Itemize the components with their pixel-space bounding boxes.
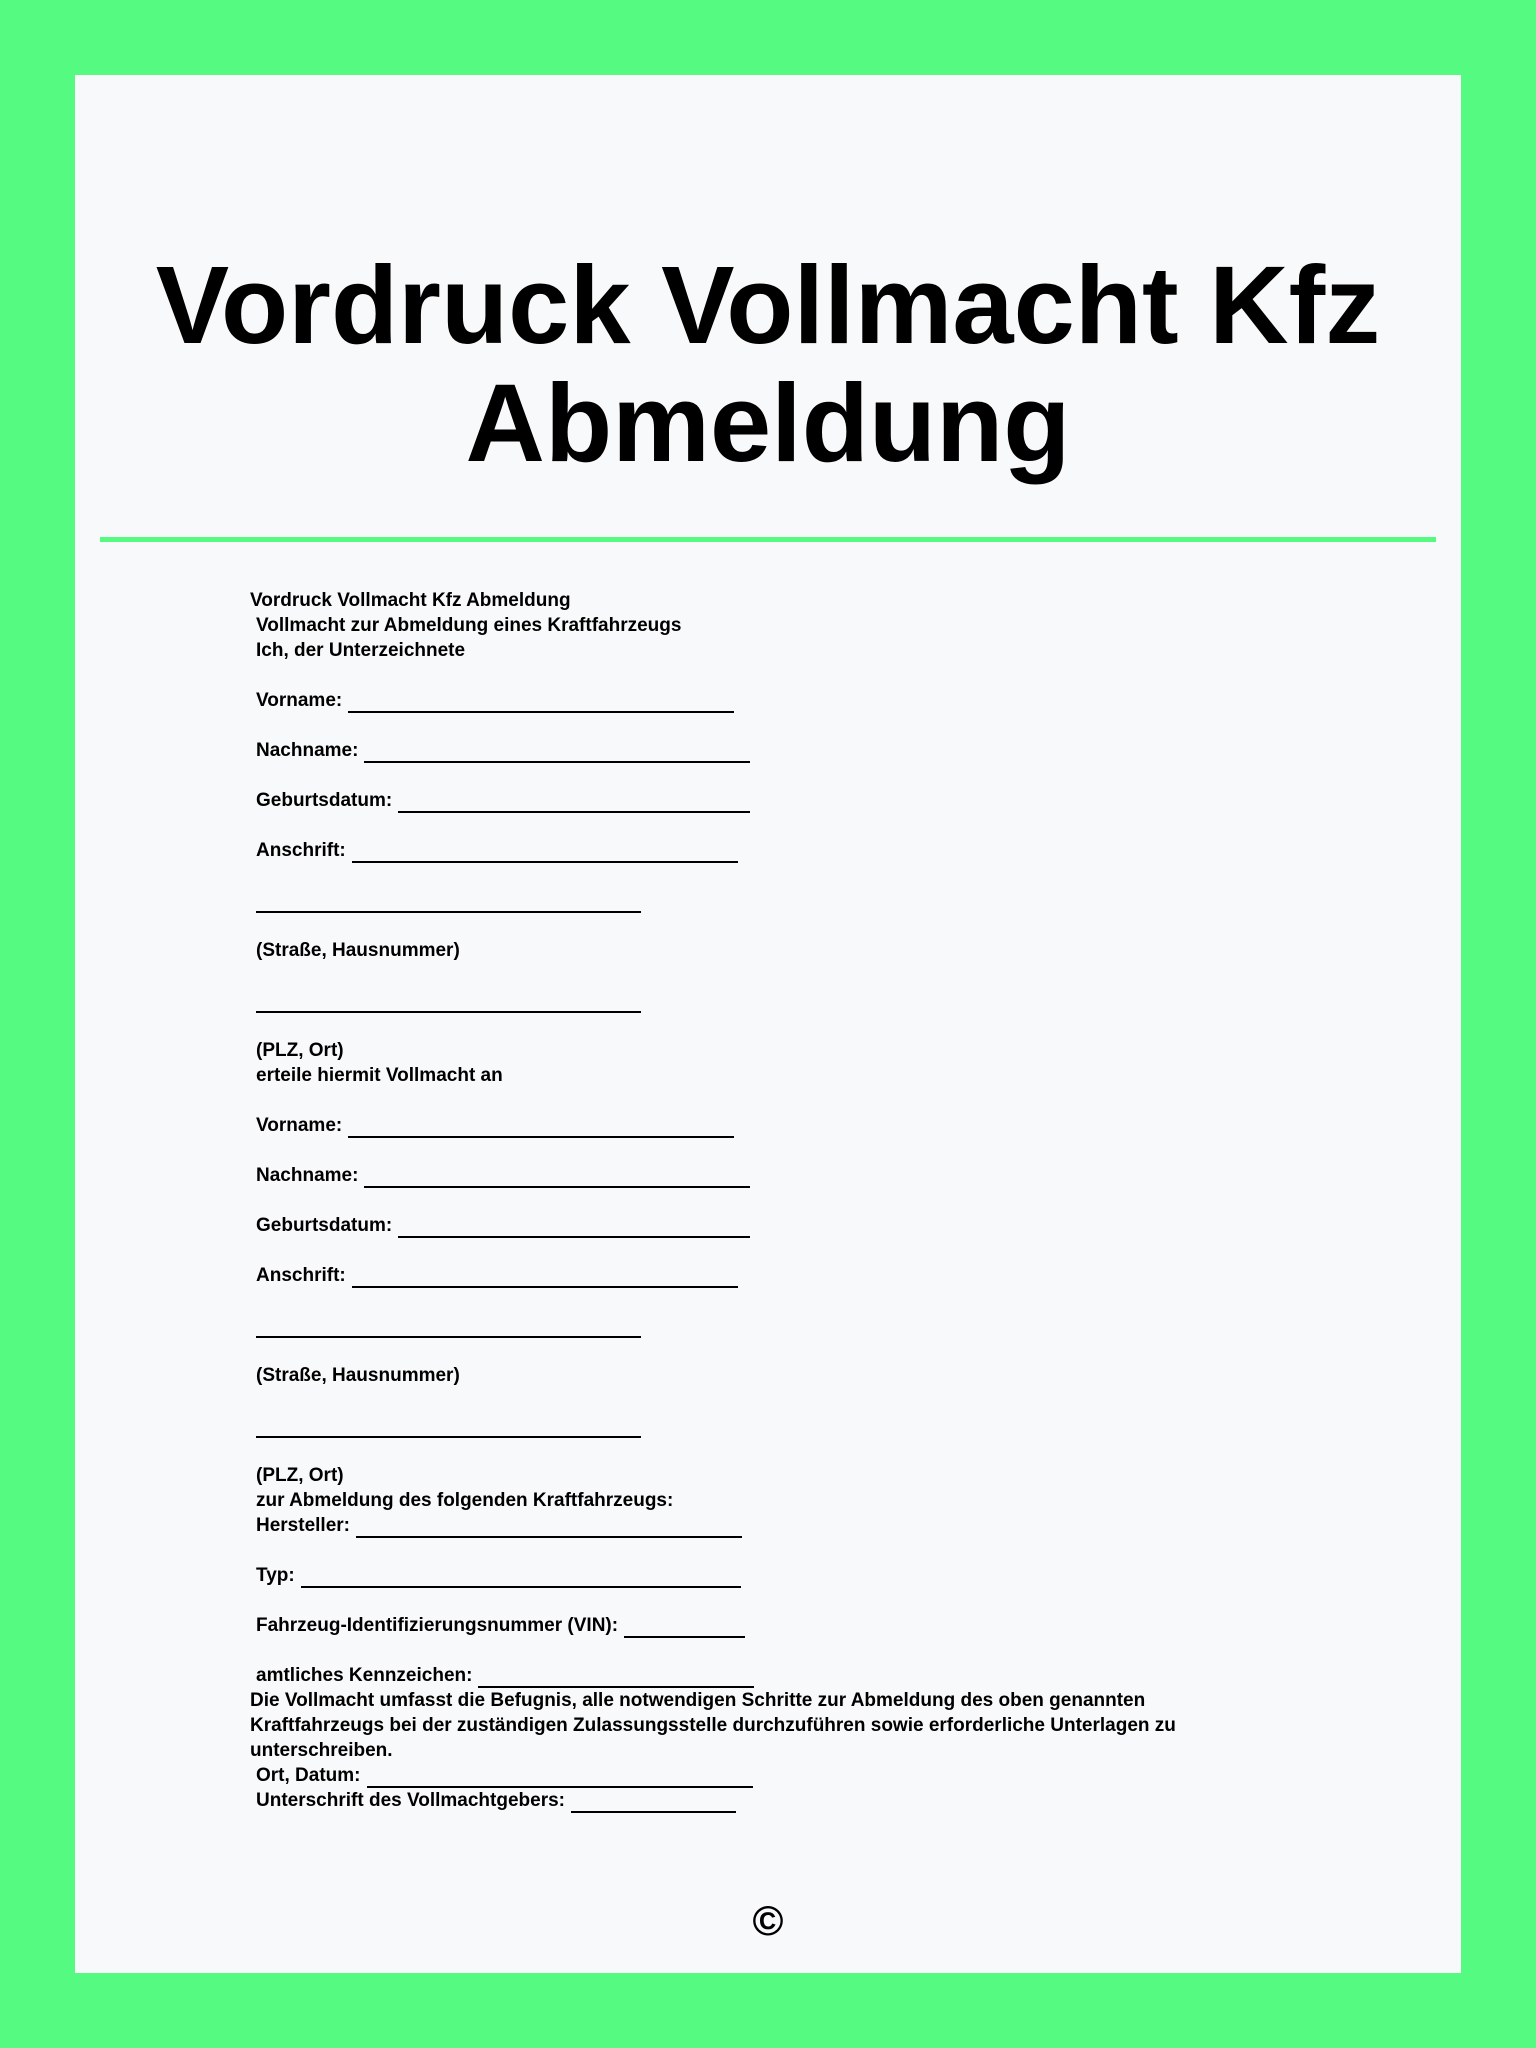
field-label: Anschrift: xyxy=(256,1265,346,1286)
document-page xyxy=(75,75,1461,1973)
grantee-first-name-field[interactable] xyxy=(250,1113,1290,1138)
fill-in-line[interactable] xyxy=(348,1136,734,1138)
fill-in-line[interactable] xyxy=(624,1636,745,1638)
fill-in-line[interactable] xyxy=(398,811,750,813)
signature-field[interactable] xyxy=(250,1788,1290,1813)
field-label: Hersteller: xyxy=(256,1515,350,1536)
place-date-field[interactable] xyxy=(250,1763,1290,1788)
fill-in-line[interactable] xyxy=(571,1811,736,1813)
fill-in-line[interactable] xyxy=(352,861,738,863)
field-label: Nachname: xyxy=(256,740,359,761)
title-divider xyxy=(100,537,1436,542)
fill-in-line[interactable] xyxy=(256,911,641,913)
fill-in-line[interactable] xyxy=(356,1536,742,1538)
field-label: amtliches Kennzeichen: xyxy=(256,1665,473,1686)
scope-line: Die Vollmacht umfasst die Befugnis, alle notwendigen Schritte zur Abmeldung des oben genannten xyxy=(250,1690,1146,1711)
field-label: Geburtsdatum: xyxy=(256,1215,393,1236)
grantee-city-hint: (PLZ, Ort) xyxy=(256,1465,344,1486)
fill-in-line[interactable] xyxy=(256,1336,641,1338)
page-title: Vordruck Vollmacht Kfz Abmeldung xyxy=(155,244,1381,485)
grantor-address-field[interactable] xyxy=(250,838,1290,863)
field-label: Unterschrift des Vollmachtgebers: xyxy=(256,1790,566,1811)
scope-line: Kraftfahrzeugs bei der zuständigen Zulassungsstelle durchzuführen sowie erforderliche Unterlagen zu xyxy=(250,1715,1176,1736)
vehicle-vin-field[interactable] xyxy=(250,1613,1290,1638)
grant-text: erteile hiermit Vollmacht an xyxy=(256,1065,503,1086)
grantor-birthdate-field[interactable] xyxy=(250,788,1290,813)
form-heading: Vordruck Vollmacht Kfz Abmeldung xyxy=(250,590,571,611)
grantor-first-name-field[interactable] xyxy=(250,688,1290,713)
scope-paragraph xyxy=(250,1688,1290,1763)
fill-in-line[interactable] xyxy=(256,1011,641,1013)
vehicle-manufacturer-field[interactable] xyxy=(250,1513,1290,1538)
grantor-city-line[interactable] xyxy=(250,988,1290,1013)
field-label: Typ: xyxy=(256,1565,295,1586)
vehicle-type-field[interactable] xyxy=(250,1563,1290,1588)
form-intro: Ich, der Unterzeichnete xyxy=(256,640,466,661)
grantor-street-line[interactable] xyxy=(250,888,1290,913)
scope-line: unterschreiben. xyxy=(250,1740,393,1761)
field-label: Vorname: xyxy=(256,1115,343,1136)
fill-in-line[interactable] xyxy=(352,1286,738,1288)
fill-in-line[interactable] xyxy=(364,1186,750,1188)
grantor-street-hint: (Straße, Hausnummer) xyxy=(256,940,460,961)
field-label: Fahrzeug-Identifizierungsnummer (VIN): xyxy=(256,1615,619,1636)
copyright-icon: © xyxy=(752,1897,784,1944)
fill-in-line[interactable] xyxy=(301,1586,741,1588)
form-subheading: Vollmacht zur Abmeldung eines Kraftfahrzeugs xyxy=(256,615,682,636)
grantor-last-name-field[interactable] xyxy=(250,738,1290,763)
grantee-city-line[interactable] xyxy=(250,1413,1290,1438)
field-label: Anschrift: xyxy=(256,840,346,861)
fill-in-line[interactable] xyxy=(348,711,734,713)
grantee-last-name-field[interactable] xyxy=(250,1163,1290,1188)
field-label: Geburtsdatum: xyxy=(256,790,393,811)
field-label: Vorname: xyxy=(256,690,343,711)
grantee-birthdate-field[interactable] xyxy=(250,1213,1290,1238)
grantor-city-hint: (PLZ, Ort) xyxy=(256,1040,344,1061)
fill-in-line[interactable] xyxy=(364,761,750,763)
grantee-street-hint: (Straße, Hausnummer) xyxy=(256,1365,460,1386)
form-body xyxy=(250,588,1290,1813)
grantee-address-field[interactable] xyxy=(250,1263,1290,1288)
vehicle-intro: zur Abmeldung des folgenden Kraftfahrzeugs: xyxy=(256,1490,674,1511)
fill-in-line[interactable] xyxy=(256,1436,641,1438)
field-label: Ort, Datum: xyxy=(256,1765,361,1786)
vehicle-plate-field[interactable] xyxy=(250,1663,1290,1688)
grantee-street-line[interactable] xyxy=(250,1313,1290,1338)
fill-in-line[interactable] xyxy=(398,1236,750,1238)
field-label: Nachname: xyxy=(256,1165,359,1186)
